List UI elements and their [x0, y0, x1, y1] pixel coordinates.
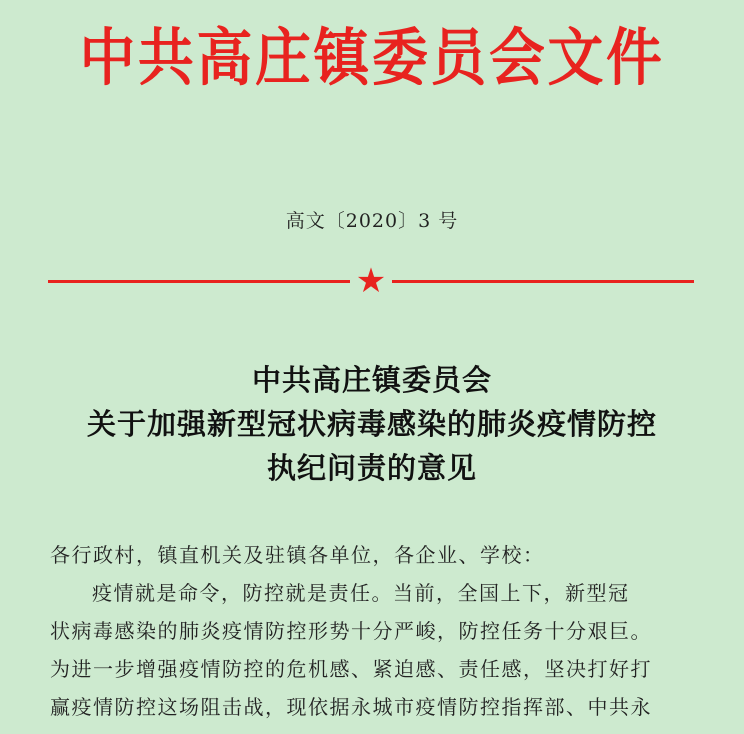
subject-line-2: 关于加强新型冠状病毒感染的肺炎疫情防控	[86, 407, 657, 441]
red-divider-right	[392, 280, 694, 283]
body-line-4: 赢疫情防控这场阻击战，现依据永城市疫情防控指挥部、中共永	[50, 695, 652, 719]
document-subject	[0, 358, 744, 490]
subject-line-3: 执纪问责的意见	[266, 451, 477, 485]
red-divider-left	[48, 280, 350, 283]
subject-line-1: 中共高庄镇委员会	[251, 363, 492, 397]
salutation: 各行政村，镇直机关及驻镇各单位，各企业、学校：	[50, 543, 545, 567]
star-icon: ★	[355, 261, 387, 301]
body-line-1: 疫情就是命令，防控就是责任。当前，全国上下，新型冠	[92, 581, 630, 605]
document-body	[50, 536, 700, 726]
document-number: 高文〔2020〕3 号	[285, 210, 459, 232]
body-line-3: 为进一步增强疫情防控的危机感、紧迫感、责任感，坚决打好打	[50, 657, 652, 681]
body-line-2: 状病毒感染的肺炎疫情防控形势十分严峻，防控任务十分艰巨。	[50, 619, 652, 643]
document-header-title: 中共高庄镇委员会文件	[79, 21, 665, 94]
